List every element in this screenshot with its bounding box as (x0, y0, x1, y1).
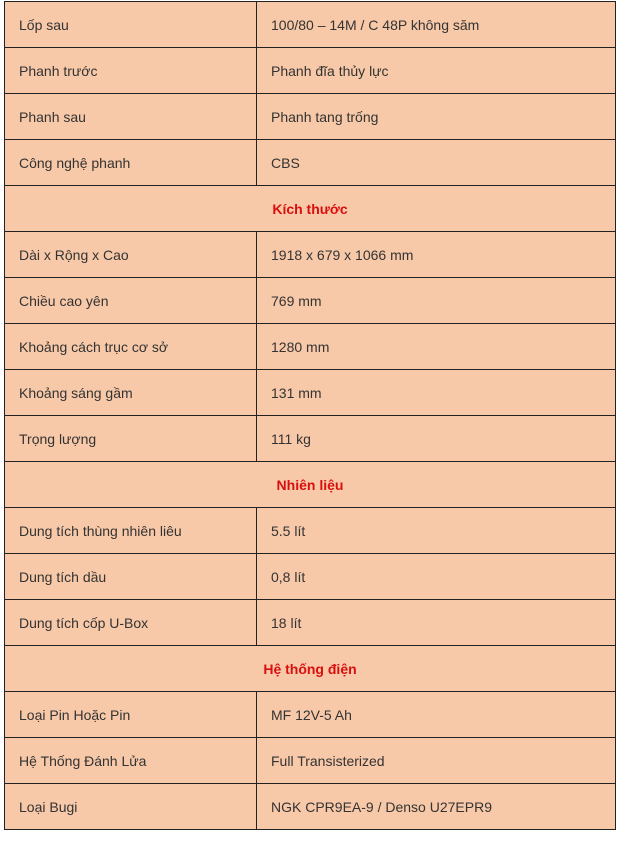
spec-row-dimensions (5, 232, 616, 278)
spec-label: Dung tích dầu (5, 554, 257, 600)
spec-value: 5.5 lít (257, 508, 616, 554)
spec-row-rear-tire (5, 2, 616, 48)
section-header-dimensions (5, 186, 616, 232)
spec-value: 1918 x 679 x 1066 mm (257, 232, 616, 278)
spec-row-weight (5, 416, 616, 462)
spec-value: 111 kg (257, 416, 616, 462)
spec-row-front-brake (5, 48, 616, 94)
spec-row-oil-capacity (5, 554, 616, 600)
section-title: Hệ thống điện (5, 646, 616, 692)
spec-value: Phanh tang trống (257, 94, 616, 140)
spec-table-body (5, 2, 616, 830)
spec-label: Chiều cao yên (5, 278, 257, 324)
spec-value: 1280 mm (257, 324, 616, 370)
spec-value: MF 12V-5 Ah (257, 692, 616, 738)
spec-value: Phanh đĩa thủy lực (257, 48, 616, 94)
spec-value: NGK CPR9EA-9 / Denso U27EPR9 (257, 784, 616, 830)
spec-row-ubox (5, 600, 616, 646)
spec-value: CBS (257, 140, 616, 186)
spec-label: Phanh trước (5, 48, 257, 94)
section-title: Nhiên liệu (5, 462, 616, 508)
spec-value: Full Transisterized (257, 738, 616, 784)
spec-row-rear-brake (5, 94, 616, 140)
spec-value: 100/80 – 14M / C 48P không săm (257, 2, 616, 48)
spec-row-seat-height (5, 278, 616, 324)
spec-value: 769 mm (257, 278, 616, 324)
spec-label: Hệ Thống Đánh Lửa (5, 738, 257, 784)
spec-label: Lốp sau (5, 2, 257, 48)
spec-row-battery (5, 692, 616, 738)
spec-label: Dung tích thùng nhiên liêu (5, 508, 257, 554)
spec-value: 131 mm (257, 370, 616, 416)
spec-label: Dung tích cốp U-Box (5, 600, 257, 646)
spec-label: Khoảng cách trục cơ sở (5, 324, 257, 370)
spec-row-wheelbase (5, 324, 616, 370)
spec-label: Khoảng sáng gầm (5, 370, 257, 416)
spec-row-ground-clearance (5, 370, 616, 416)
spec-label: Công nghệ phanh (5, 140, 257, 186)
spec-label: Dài x Rộng x Cao (5, 232, 257, 278)
spec-row-spark-plug (5, 784, 616, 830)
section-header-electrical (5, 646, 616, 692)
spec-row-fuel-tank (5, 508, 616, 554)
section-title: Kích thước (5, 186, 616, 232)
spec-table (4, 1, 616, 830)
spec-value: 18 lít (257, 600, 616, 646)
spec-label: Trọng lượng (5, 416, 257, 462)
spec-label: Loại Pin Hoặc Pin (5, 692, 257, 738)
spec-value: 0,8 lít (257, 554, 616, 600)
spec-row-brake-tech (5, 140, 616, 186)
spec-row-ignition (5, 738, 616, 784)
section-header-fuel (5, 462, 616, 508)
spec-label: Phanh sau (5, 94, 257, 140)
spec-label: Loại Bugi (5, 784, 257, 830)
